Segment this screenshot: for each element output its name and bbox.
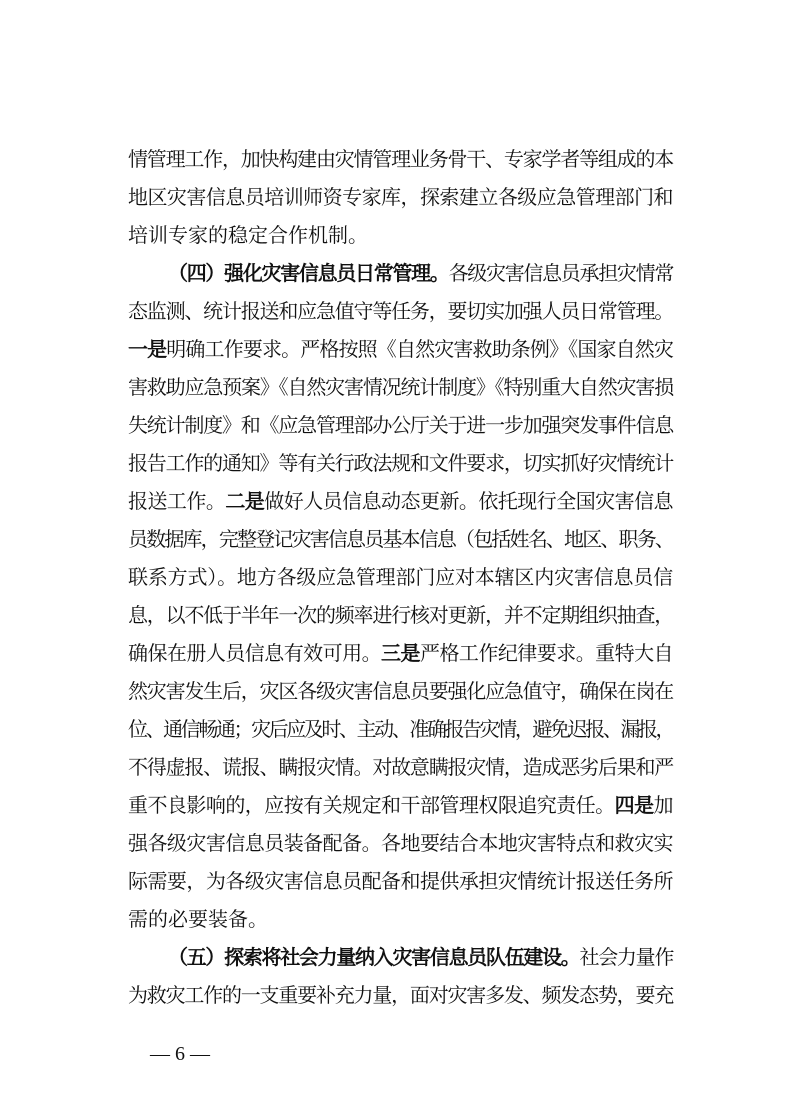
text-line: 重不良影响的，应按有关规定和干部管理权限追究责任。四是加 [128,793,673,817]
text-line: 位、通信畅通；灾后应及时、主动、准确报告灾情，避免迟报、漏报， [128,717,673,741]
text-line: 然灾害发生后，灾区各级灾害信息员要强化应急值守，确保在岗在 [128,679,673,703]
text-line: 强各级灾害信息员装备配备。各地要结合本地灾害特点和救灾实 [128,831,673,855]
text-line: 失统计制度》和《应急管理部办公厅关于进一步加强突发事件信息 [128,413,673,437]
text-line: 息，以不低于半年一次的频率进行核对更新，并不定期组织抽查， [128,603,673,627]
text-line: 确保在册人员信息有效可用。三是严格工作纪律要求。重特大自 [128,641,674,665]
section-heading: （四）强化灾害信息员日常管理。 [168,261,449,285]
text-line: 联系方式）。地方各级应急管理部门应对本辖区内灾害信息员信 [128,565,673,589]
text-line: 报告工作的通知》等有关行政法规和文件要求，切实抓好灾情统计 [128,451,673,475]
section-heading: （五）探索将社会力量纳入灾害信息员队伍建设。 [168,945,580,969]
text-line: 一是明确工作要求。严格按照《自然灾害救助条例》《国家自然灾 [128,337,673,361]
text-line: 地区灾害信息员培训师资专家库，探索建立各级应急管理部门和 [128,185,673,209]
item-marker: 二是 [225,489,265,513]
text-line: 员数据库，完整登记灾害信息员基本信息（包括姓名、地区、职务、 [128,527,673,551]
section-heading-line: （四）强化灾害信息员日常管理。各级灾害信息员承担灾情常 [168,261,673,285]
section-heading-line: （五）探索将社会力量纳入灾害信息员队伍建设。社会力量作 [168,945,673,969]
text-line: 为救灾工作的一支重要补充力量，面对灾害多发、频发态势，要充 [128,983,673,1007]
text-line: 不得虚报、谎报、瞒报灾情。对故意瞒报灾情，造成恶劣后果和严 [128,755,673,779]
text-line: 际需要，为各级灾害信息员配备和提供承担灾情统计报送任务所 [128,869,673,893]
page-number: — 6 — [150,1043,210,1065]
text-line: 需的必要装备。 [128,907,268,931]
text-line: 害救助应急预案》《自然灾害情况统计制度》《特别重大自然灾害损 [128,375,673,399]
item-marker: 一是 [128,337,167,361]
item-marker: 三是 [381,641,420,665]
text-line: 态监测、统计报送和应急值守等任务，要切实加强人员日常管理。 [128,299,673,323]
text-line: 情管理工作，加快构建由灾情管理业务骨干、专家学者等组成的本 [128,147,673,171]
item-marker: 四是 [614,793,654,817]
text-line: 报送工作。二是做好人员信息动态更新。依托现行全国灾害信息 [128,489,673,513]
text-line: 培训专家的稳定合作机制。 [128,223,368,247]
